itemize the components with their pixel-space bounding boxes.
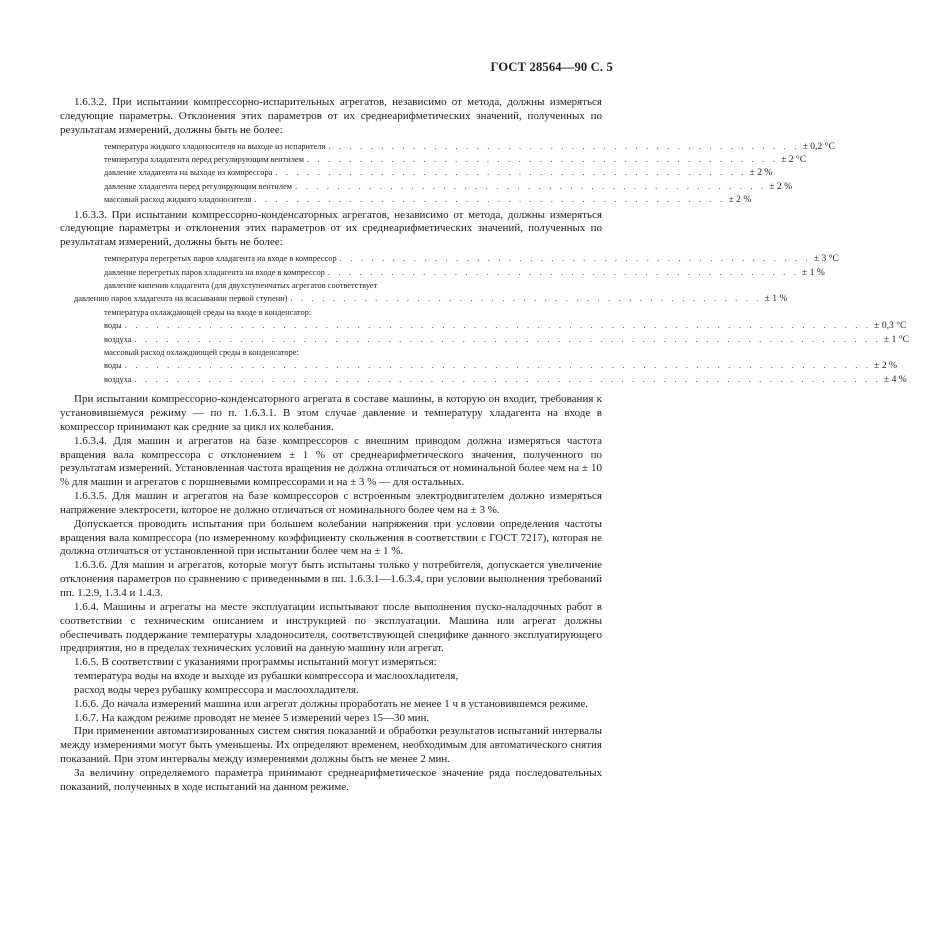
- page-header: ГОСТ 28564—90 С. 5: [490, 60, 613, 74]
- paragraph-water-flow: расход воды через рубашку компрессора и маслоохладителя.: [74, 683, 359, 696]
- leader-dots: . . . . . . . . . . . . . . . . . . . . . . . . . . . . . . . . . . . . . . . . . . . . .: [306, 154, 779, 164]
- list-item: [60, 180, 793, 193]
- list-item: [60, 193, 752, 206]
- list-item: [60, 153, 807, 166]
- paragraph-1-6-7: 1.6.7. На каждом режиме проводят не менее 5 измерений через 15—30 мин.: [74, 711, 430, 724]
- list-item-value: ± 2 %: [874, 360, 898, 372]
- list-item: [60, 140, 835, 153]
- list-item-value: ± 1 %: [764, 293, 788, 305]
- list-item: [60, 166, 773, 179]
- list-item-label: температура жидкого хладоносителя на выходе из испарителя: [104, 141, 326, 151]
- paragraph-1-6-3-3: 1.6.3.3. При испытании компрессорно-конденсаторных агрегатов, независимо от метода, должны измеряться следующие параметры и отклонения этих параметров от их среднеарифметических значений, полученных по результатам измерений, должны быть не более:: [60, 208, 602, 249]
- list-item: [60, 266, 825, 279]
- list-item-value: ± 2 %: [769, 180, 793, 192]
- paragraph-automation-note: При применении автоматизированных систем снятия показаний и обработки результатов испытаний интервалы между измерениями могут быть уменьшены. Их определяют временем, необходимым для автоматического снятия показаний. При этом интервалы между измерениями должны быть не менее 2 мин.: [60, 725, 602, 766]
- list-item-label: давлению паров хладагента на всасывании первой ступени): [74, 294, 288, 304]
- list-item: [60, 319, 907, 332]
- paragraph-1-6-5: 1.6.5. В соответствии с указаниями программы испытаний могут измеряться:: [74, 656, 437, 669]
- list-item-label: воздуха: [104, 374, 132, 384]
- leader-dots: . . . . . . . . . . . . . . . . . . . . . . . . . . . . . . . . . . . . . . . . . . . . .: [295, 181, 767, 191]
- paragraph-1-6-4: 1.6.4. Машины и агрегаты на месте эксплуатации испытывают после выполнения пуско-наладочных работ в соответствии с техническим описанием и инструкцией по эксплуатации. Машина или агрегат должны обеспечивать поддержание температуры хладоносителя, соответствующей специфике данного эксплуатирующего предприятия, но в пределах технических условий на данную машину или агрегат.: [60, 600, 602, 655]
- list-item: [60, 333, 910, 346]
- paragraph-1-6-3-4: 1.6.3.4. Для машин и агрегатов на базе компрессоров с внешним приводом должна измеряться частота вращения вала компрессора с отклонением ± 1 % от среднеарифметического значения, полученного по результатам измерений. Установленная частота вращения не должна отличаться от номинальной более чем на ± 10 % для машин и агрегатов с поршневыми компрессорами и на ± 3 % — для остальных.: [60, 434, 602, 489]
- paragraph-1-6-3-5: 1.6.3.5. Для машин и агрегатов на базе компрессоров с встроенным электродвигателем должно измеряться напряжение электросети, которое не должно отличаться от номинального более чем на ± 3 %.: [60, 490, 602, 516]
- paragraph-1-6-3-2: 1.6.3.2. При испытании компрессорно-испарительных агрегатов, независимо от метода, должны измеряться следующие параметры. Отклонения этих параметров от их среднеарифметических значений, полученных по результатам измерений, должны быть не более:: [60, 96, 602, 136]
- list-item-value: ± 0,2 °С: [802, 140, 835, 152]
- parameter-list-1: [60, 140, 835, 207]
- list-item-label: воды: [104, 321, 122, 331]
- paragraph-water-temperature: температура воды на входе и выходе из рубашки компрессора и маслоохладителя,: [74, 670, 459, 683]
- leader-dots: . . . . . . . . . . . . . . . . . . . . . . . . . . . . . . . . . . . . . . . . . . . . . . . . . . . . . . . . . . . . . . . . . . . . . . .: [134, 374, 881, 384]
- list-item-value: ± 1 %: [802, 266, 825, 278]
- list-item-label: воздуха: [104, 334, 132, 344]
- list-item: [60, 346, 602, 359]
- list-item-value: ± 3 °С: [813, 253, 839, 265]
- list-item: [60, 373, 907, 386]
- document-body: [60, 96, 910, 795]
- list-item: [60, 252, 839, 265]
- list-item-label: давление кипения хладагента (для двухступенчатых агрегатов соответствует: [104, 280, 378, 290]
- list-item-label: давление хладагента на выходе из компрессора: [104, 168, 273, 178]
- paragraph-compressor-condenser-note: При испытании компрессорно-конденсаторного агрегата в составе машины, в которую он входит, требования к установившемуся режиму — по п. 1.6.3.1. В этом случае давление и температуру хладагента на входе в компрессор принимают как средние за цикл их колебания.: [60, 393, 602, 433]
- list-item-value: ± 0,3 °С: [874, 320, 907, 332]
- list-item-label: температура охлаждающей среды на входе в конденсатор:: [104, 307, 312, 317]
- leader-dots: . . . . . . . . . . . . . . . . . . . . . . . . . . . . . . . . . . . . . . . . . . . . . . . . . . . . . . . . . . . . . . . . . . . . . . .: [124, 361, 872, 371]
- list-item-value: ± 1 °С: [883, 333, 910, 345]
- leader-dots: . . . . . . . . . . . . . . . . . . . . . . . . . . . . . . . . . . . . . . . . . . . . .: [339, 254, 811, 264]
- leader-dots: . . . . . . . . . . . . . . . . . . . . . . . . . . . . . . . . . . . . . . . . . . . . .: [328, 141, 800, 151]
- list-item: [60, 292, 788, 305]
- list-item-label: давление перегретых паров хладагента на входе в компрессор: [104, 267, 325, 277]
- leader-dots: . . . . . . . . . . . . . . . . . . . . . . . . . . . . . . . . . . . . . . . . . . . . .: [275, 168, 747, 178]
- list-item-label: температура перегретых паров хладагента на входе в компрессор: [104, 254, 337, 264]
- list-item-label: давление хладагента перед регулирующим вентилем: [104, 181, 293, 191]
- leader-dots: . . . . . . . . . . . . . . . . . . . . . . . . . . . . . . . . . . . . . . . . . . . . . . . . . . . . . . . . . . . . . . . . . . . . . . .: [124, 321, 872, 331]
- paragraph-1-6-3-6: 1.6.3.6. Для машин и агрегатов, которые могут быть испытаны только у потребителя, допускается увеличение отклонения параметров по сравнению с приведенными в пп. 1.6.3.1—1.6.3.4, при условии выполнения требований пп. 1.2.9, 1.3.4 и 1.4.3.: [60, 559, 602, 599]
- paragraph-average-value: За величину определяемого параметра принимают среднеарифметическое значение ряда последовательных показаний, полученных в ходе испытаний на данном режиме.: [60, 766, 602, 793]
- paragraph-1-6-6: 1.6.6. До начала измерений машина или агрегат должны проработать не менее 1 ч в установившемся режиме.: [74, 697, 589, 710]
- list-item-label: воды: [104, 361, 122, 371]
- list-item: [60, 306, 602, 319]
- paragraph-voltage-note: Допускается проводить испытания при большем колебании напряжения при условии определения частоты вращения вала компрессора (по измеренному коэффициенту скольжения в соответствии с ГОСТ 7217), которая не должна отличаться от установленной при испытании более чем на ± 1 %.: [60, 517, 602, 558]
- list-item-label: температура хладагента перед регулирующим вентилем: [104, 154, 304, 164]
- list-item-label: массовый расход жидкого хладоносителя: [104, 195, 252, 205]
- list-item-value: ± 2 %: [728, 194, 752, 206]
- list-item-value: ± 2 %: [749, 167, 773, 179]
- list-item-label: массовый расход охлаждающей среды в конденсаторе:: [104, 347, 299, 357]
- parameter-list-2: [60, 252, 910, 386]
- leader-dots: . . . . . . . . . . . . . . . . . . . . . . . . . . . . . . . . . . . . . . . . . . . . .: [254, 195, 726, 205]
- list-item-value: ± 4 %: [883, 373, 907, 385]
- list-item: [60, 279, 602, 292]
- leader-dots: . . . . . . . . . . . . . . . . . . . . . . . . . . . . . . . . . . . . . . . . . . . . . . . . . . . . . . . . . . . . . . . . . . . . . . .: [134, 334, 881, 344]
- list-item: [60, 359, 898, 372]
- leader-dots: . . . . . . . . . . . . . . . . . . . . . . . . . . . . . . . . . . . . . . . . . . . . .: [327, 267, 799, 277]
- list-item-value: ± 2 °С: [781, 153, 807, 165]
- leader-dots: . . . . . . . . . . . . . . . . . . . . . . . . . . . . . . . . . . . . . . . . . . . . .: [290, 294, 762, 304]
